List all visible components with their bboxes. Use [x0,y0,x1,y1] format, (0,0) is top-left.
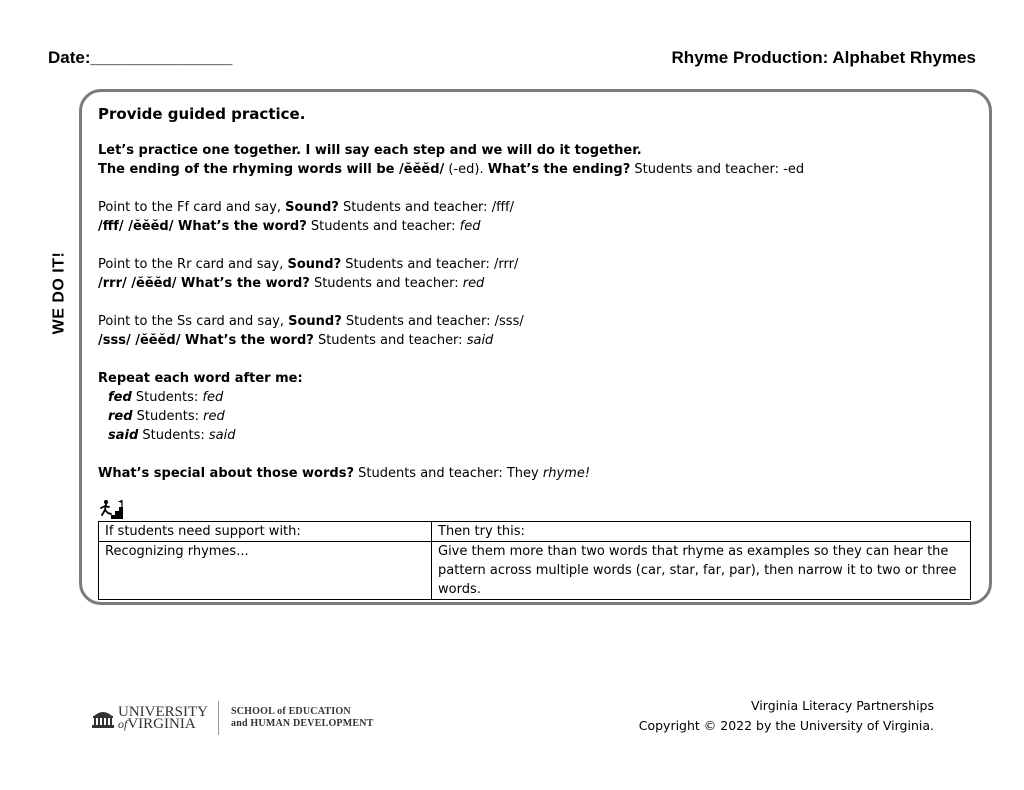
step-point-line [98,255,973,274]
point-instruction: Point to the Ff card and say, [98,200,286,215]
footer-credits [639,696,934,736]
blend-prompt: /fff/ /ĕĕĕd/ What’s the word? [98,219,307,234]
repeat-heading-text: Repeat each word after me: [98,371,303,386]
repeat-block [98,369,973,445]
word-response-label: Students and teacher: [306,219,460,234]
special-answer: Students and teacher: They [353,466,543,481]
sound-response: Students and teacher: /fff/ [338,200,514,215]
blend-prompt: /sss/ /ĕĕĕd/ What’s the word? [98,333,314,348]
step-block [98,198,973,236]
panel-content [98,104,973,600]
table-row [99,542,971,600]
step-point-line [98,198,973,217]
step-block [98,255,973,293]
uva-logo [92,700,374,736]
ending-prompt: The ending of the rhyming words will be /ĕĕĕd/ [98,162,445,177]
sound-response: Students and teacher: /rrr/ [341,257,519,272]
school-wordmark [231,706,374,730]
footer-org: Virginia Literacy Partnerships [751,698,934,713]
word-response-label: Students and teacher: [313,333,467,348]
uva-university: UNIVERSITY [118,704,208,720]
step-blend-line [98,274,973,293]
point-instruction: Point to the Ss card and say, [98,314,289,329]
step-block [98,312,973,350]
repeat-response: fed [202,390,224,405]
table-header-row [99,522,971,542]
repeat-label: Students: [138,428,209,443]
repeat-response: red [203,409,225,424]
word-response-label: Students and teacher: [309,276,463,291]
sound-prompt: Sound? [287,257,342,272]
word-response: fed [459,219,481,234]
side-label-text: WE DO IT! [50,251,67,335]
repeat-label: Students: [132,409,204,424]
school-line-2: and HUMAN DEVELOPMENT [231,718,374,729]
point-instruction: Point to the Rr card and say, [98,257,288,272]
intro-line-1-text: Let’s practice one together. I will say each step and we will do it together. [98,143,642,158]
rotunda-icon [92,708,114,728]
intro-line-2 [98,160,973,179]
special-block [98,464,973,483]
stairs-climber-icon [98,498,124,520]
table-header-cell: If students need support with: [99,522,432,542]
sound-response: Students and teacher: /sss/ [341,314,524,329]
intro-line-1 [98,141,973,160]
repeat-response: said [208,428,236,443]
repeat-label: Students: [131,390,203,405]
special-question: What’s special about those words? [98,466,354,481]
intro-block [98,141,973,179]
ending-hint: (-ed). [444,162,488,177]
sound-prompt: Sound? [285,200,339,215]
special-line [98,464,973,483]
repeat-item [98,388,973,407]
repeat-item [98,426,973,445]
school-line-1: SCHOOL of EDUCATION [231,706,351,717]
uva-of-virginia: ofVIRGINIA [118,716,196,732]
table-cell-try: Give them more than two words that rhyme as examples so they can hear the pattern across multiple words (car, star, far, par), then narrow it to two or three words. [432,542,971,600]
footer-copyright: Copyright © 2022 by the University of Virginia. [638,718,934,733]
support-table [98,521,971,600]
word-response: said [466,333,494,348]
repeat-word: said [108,428,139,443]
ending-response: Students and teacher: -ed [630,162,805,177]
panel-title: Provide guided practice. [98,105,306,123]
blend-prompt: /rrr/ /ĕĕĕd/ What’s the word? [98,276,310,291]
table-header-cell: Then try this: [432,522,971,542]
logo-divider [218,701,219,735]
repeat-word: fed [108,390,132,405]
uva-wordmark [118,706,208,730]
word-response: red [462,276,485,291]
sound-prompt: Sound? [288,314,342,329]
step-blend-line [98,331,973,350]
date-field-label: Date:_______________ [48,48,233,67]
side-label [33,248,85,338]
repeat-word: red [108,409,133,424]
repeat-item [98,407,973,426]
page-title: Rhyme Production: Alphabet Rhymes [671,48,976,67]
step-blend-line [98,217,973,236]
ending-question: What’s the ending? [487,162,631,177]
repeat-heading [98,369,973,388]
step-point-line [98,312,973,331]
special-answer-italic: rhyme! [542,466,591,481]
table-cell-need: Recognizing rhymes... [99,542,432,600]
